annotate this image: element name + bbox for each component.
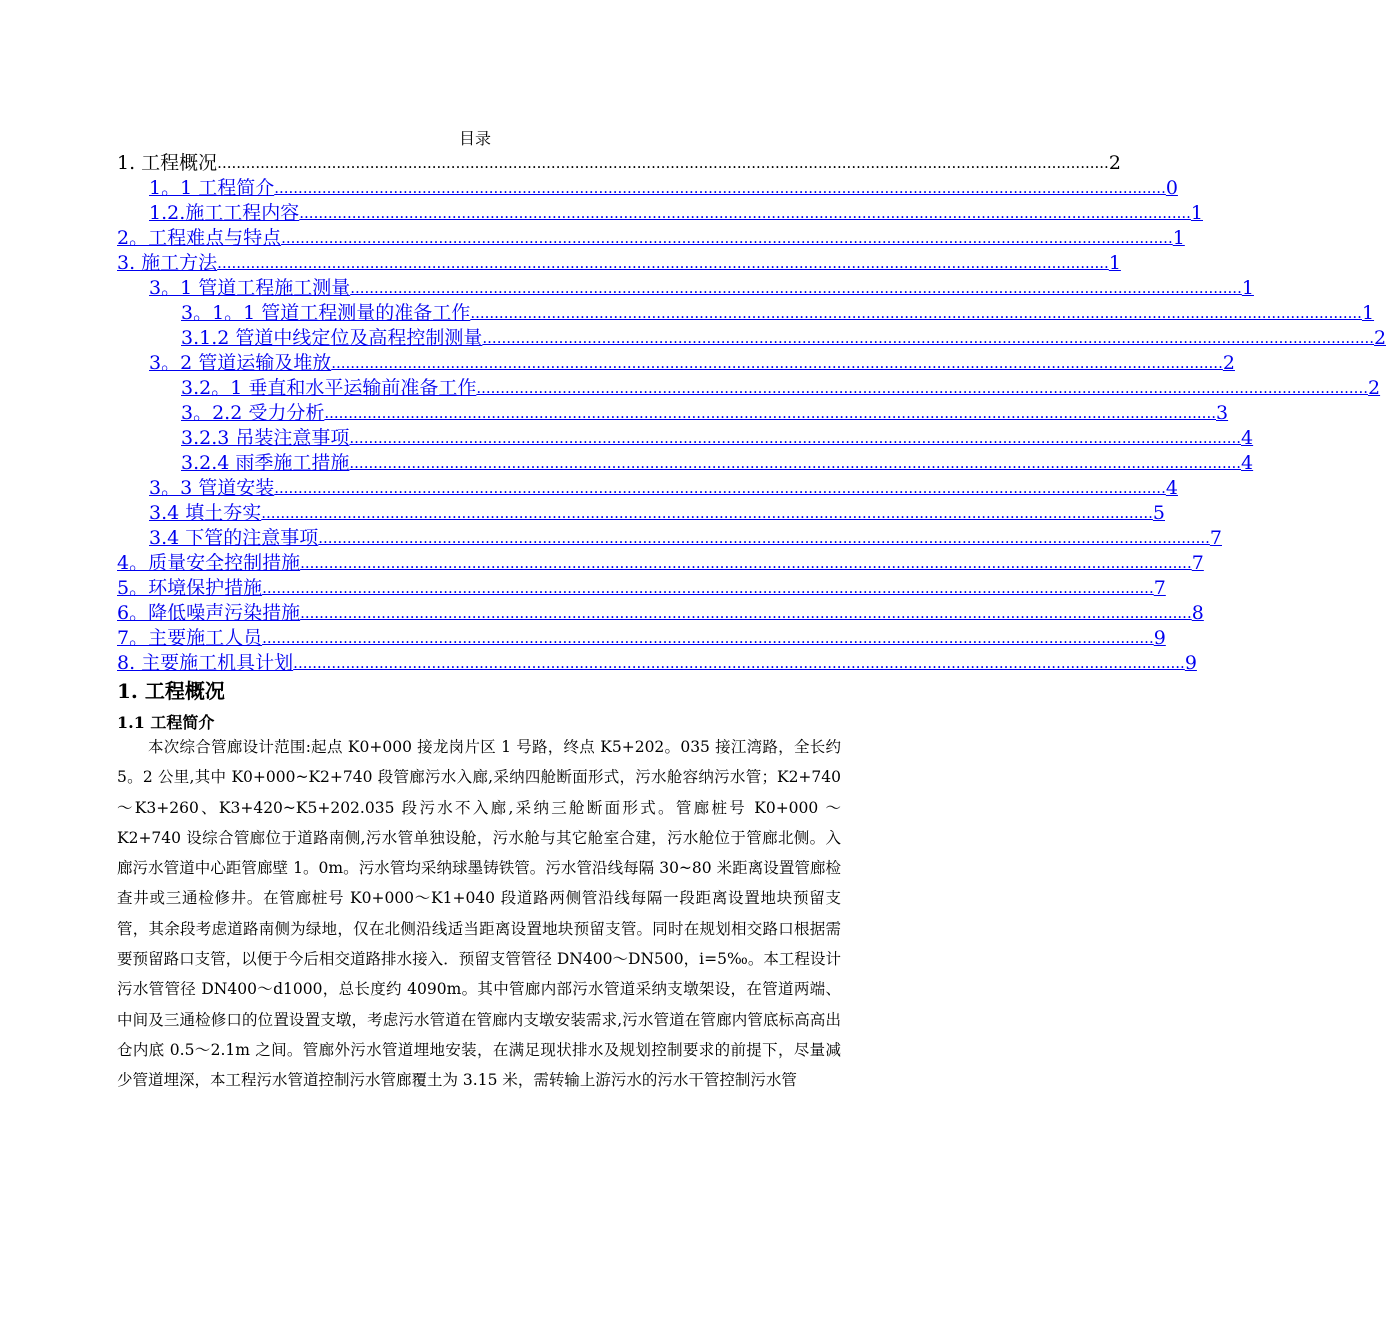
toc-entry-page: 1 (1172, 227, 1185, 249)
toc-entry-page: 2 (1368, 377, 1381, 399)
toc-entry[interactable] (149, 525, 1222, 549)
toc-entry-label: 3. 施工方法 (117, 252, 218, 274)
section-heading: 1. 工程概况 (117, 679, 225, 703)
toc-entry-page: 9 (1184, 652, 1197, 674)
toc-leader: ........................................................................................................................................................................................... (262, 629, 1154, 647)
toc-entry-page: 7 (1191, 552, 1204, 574)
toc-entry-page: 7 (1153, 577, 1166, 599)
toc-leader: ........................................................................................................................................................................................... (262, 579, 1154, 597)
toc-entry-label: 3.2.4 雨季施工措施 (181, 452, 350, 474)
toc-entry-page: 4 (1241, 427, 1254, 449)
toc-entry[interactable] (181, 300, 1375, 324)
toc-entry-label: 1. 工程概况 (117, 152, 218, 174)
toc-entry-page: 2 (1374, 327, 1386, 349)
toc-title: 目录 (458, 129, 491, 148)
toc-entry[interactable] (181, 400, 1229, 424)
toc-entry-label: 2。工程难点与特点 (117, 227, 282, 249)
toc-entry-label: 3.4 填土夯实 (149, 502, 262, 524)
toc-entry-label: 5。环境保护措施 (117, 577, 263, 599)
toc-leader: ........................................................................................................................................................................................... (274, 179, 1166, 197)
toc-leader: ........................................................................................................................................................................................... (476, 379, 1368, 397)
toc-leader: ........................................................................................................................................................................................... (217, 154, 1109, 172)
toc-entry[interactable] (149, 350, 1235, 374)
toc-entry-page: 1 (1108, 252, 1121, 274)
subsection-heading: 1.1 工程简介 (117, 713, 215, 732)
toc-entry-label: 3.1.2 管道中线定位及高程控制测量 (181, 327, 483, 349)
toc-leader: ........................................................................................................................................................................................... (324, 404, 1216, 422)
toc-entry[interactable] (149, 175, 1178, 199)
toc-leader: ........................................................................................................................................................................................... (300, 604, 1192, 622)
toc-entry[interactable] (117, 550, 1204, 574)
toc-entry[interactable] (117, 600, 1204, 624)
toc-entry[interactable] (117, 650, 1197, 674)
toc-entry-label: 3.2.3 吊装注意事项 (181, 427, 350, 449)
toc-entry[interactable] (117, 250, 1121, 274)
toc-entry[interactable] (181, 450, 1254, 474)
toc-entry-page: 4 (1165, 477, 1178, 499)
toc-entry-label: 3.4 下管的注意事项 (149, 527, 319, 549)
toc-leader: ........................................................................................................................................................................................... (300, 554, 1192, 572)
toc-entry[interactable] (181, 325, 1386, 349)
toc-entry-label: 7。主要施工人员 (117, 627, 263, 649)
toc-entry-page: 0 (1165, 177, 1178, 199)
toc-entry-page: 1 (1361, 302, 1375, 324)
toc-entry[interactable] (149, 200, 1203, 224)
toc-entry[interactable] (181, 375, 1381, 399)
toc-entry-page: 9 (1153, 627, 1166, 649)
toc-entry-page: 2 (1222, 352, 1235, 374)
toc-leader: ........................................................................................................................................................................................... (293, 654, 1185, 672)
toc-leader: ........................................................................................................................................................................................... (318, 529, 1210, 547)
toc-entry[interactable] (117, 225, 1185, 249)
toc-entry-label: 6。降低噪声污染措施 (117, 602, 301, 624)
toc-leader: ........................................................................................................................................................................................... (299, 204, 1191, 222)
toc-entry-label: 1。1 工程简介 (149, 177, 275, 199)
toc-entry-label: 3。2 管道运输及堆放 (149, 352, 332, 374)
toc-leader: ........................................................................................................................................................................................... (482, 329, 1375, 347)
toc-entry-page: 7 (1209, 527, 1222, 549)
toc-leader: ........................................................................................................................................................................................... (331, 354, 1223, 372)
toc-entry-page: 2 (1108, 152, 1121, 174)
toc-entry[interactable] (117, 575, 1166, 599)
toc-entry-page: 5 (1152, 502, 1165, 524)
toc-leader: ........................................................................................................................................................................................... (349, 454, 1242, 472)
toc-entry-page: 3 (1216, 402, 1229, 424)
toc-entry[interactable] (149, 275, 1254, 299)
toc-entry-label: 8. 主要施工机具计划 (117, 652, 294, 674)
toc-entry-page: 1 (1190, 202, 1203, 224)
toc-entry-page: 1 (1241, 277, 1254, 299)
toc-entry-label: 3。2.2 受力分析 (181, 402, 325, 424)
toc-leader: ........................................................................................................................................................................................... (281, 229, 1173, 247)
toc-leader: ........................................................................................................................................................................................... (470, 304, 1362, 322)
toc-entry-page: 8 (1191, 602, 1204, 624)
toc-entry-page: 4 (1241, 452, 1254, 474)
toc-entry-label: 3。3 管道安装 (149, 477, 275, 499)
toc-leader: ........................................................................................................................................................................................... (349, 429, 1242, 447)
toc-leader: ........................................................................................................................................................................................... (350, 279, 1242, 297)
toc-leader: ........................................................................................................................................................................................... (261, 504, 1153, 522)
toc-entry-label: 3.2。1 垂直和水平运输前准备工作 (181, 377, 477, 399)
toc-entry-label: 3。1 管道工程施工测量 (149, 277, 351, 299)
toc-entry[interactable] (117, 625, 1166, 649)
toc-entry-label: 1.2.施工工程内容 (149, 202, 300, 224)
body-paragraph: 本次综合管廊设计范围:起点 K0+000 接龙岗片区 1 号路，终点 K5+202。035 接江湾路，全长约 5。2 公里,其中 K0+000~K2+740 段管廊污水入廊,采纳四舱断面形式，污水舱容纳污水管；K2+740～K3+260、K3+420~K5+202.035 段污水不入廊,采纳三舱断面形式。管廊桩号 K0+000 ～K2+740 设综合管廊位于道路南侧,污水管单独设舱，污水舱与其它舱室合建，污水舱位于管廊北侧。入廊污水管道中心距管廊壁 1。0m。污水管均采纳球墨铸铁管。污水管沿线每隔 30~80 米距离设置管廊检查井或三通检修井。在管廊桩号 K0+000～K1+040 段道路两侧管沿线每隔一段距离设置地块预留支管，其余段考虑道路南侧为绿地，仅在北侧沿线适当距离设置地块预留支管。同时在规划相交路口根据需要预留路口支管，以便于今后相交道路排水接入．预留支管管径 DN400～DN500，i=5‰。本工程设计污水管管径 DN400～d1000，总长度约 4090m。其中管廊内部污水管道采纳支墩架设，在管道两端、中间及三通检修口的位置设置支墩，考虑污水管道在管廊内支墩安装需求,污水管道在管廊内管底标高高出仓内底 0.5～2.1m 之间。管廊外污水管道埋地安装，在满足现状排水及规划控制要求的前提下，尽量减少管道埋深，本工程污水管道控制污水管廊覆土为 3.15 米，需转输上游污水的污水干管控制污水管 (117, 738, 841, 1090)
toc-entry[interactable] (149, 500, 1165, 524)
toc-entry[interactable] (117, 150, 1121, 174)
toc-leader: ........................................................................................................................................................................................... (217, 254, 1109, 272)
toc-leader: ........................................................................................................................................................................................... (274, 479, 1166, 497)
toc-entry-label: 4。质量安全控制措施 (117, 552, 301, 574)
toc-entry[interactable] (149, 475, 1178, 499)
toc-entry-label: 3。1。1 管道工程测量的准备工作 (181, 302, 471, 324)
toc-entry[interactable] (181, 425, 1254, 449)
